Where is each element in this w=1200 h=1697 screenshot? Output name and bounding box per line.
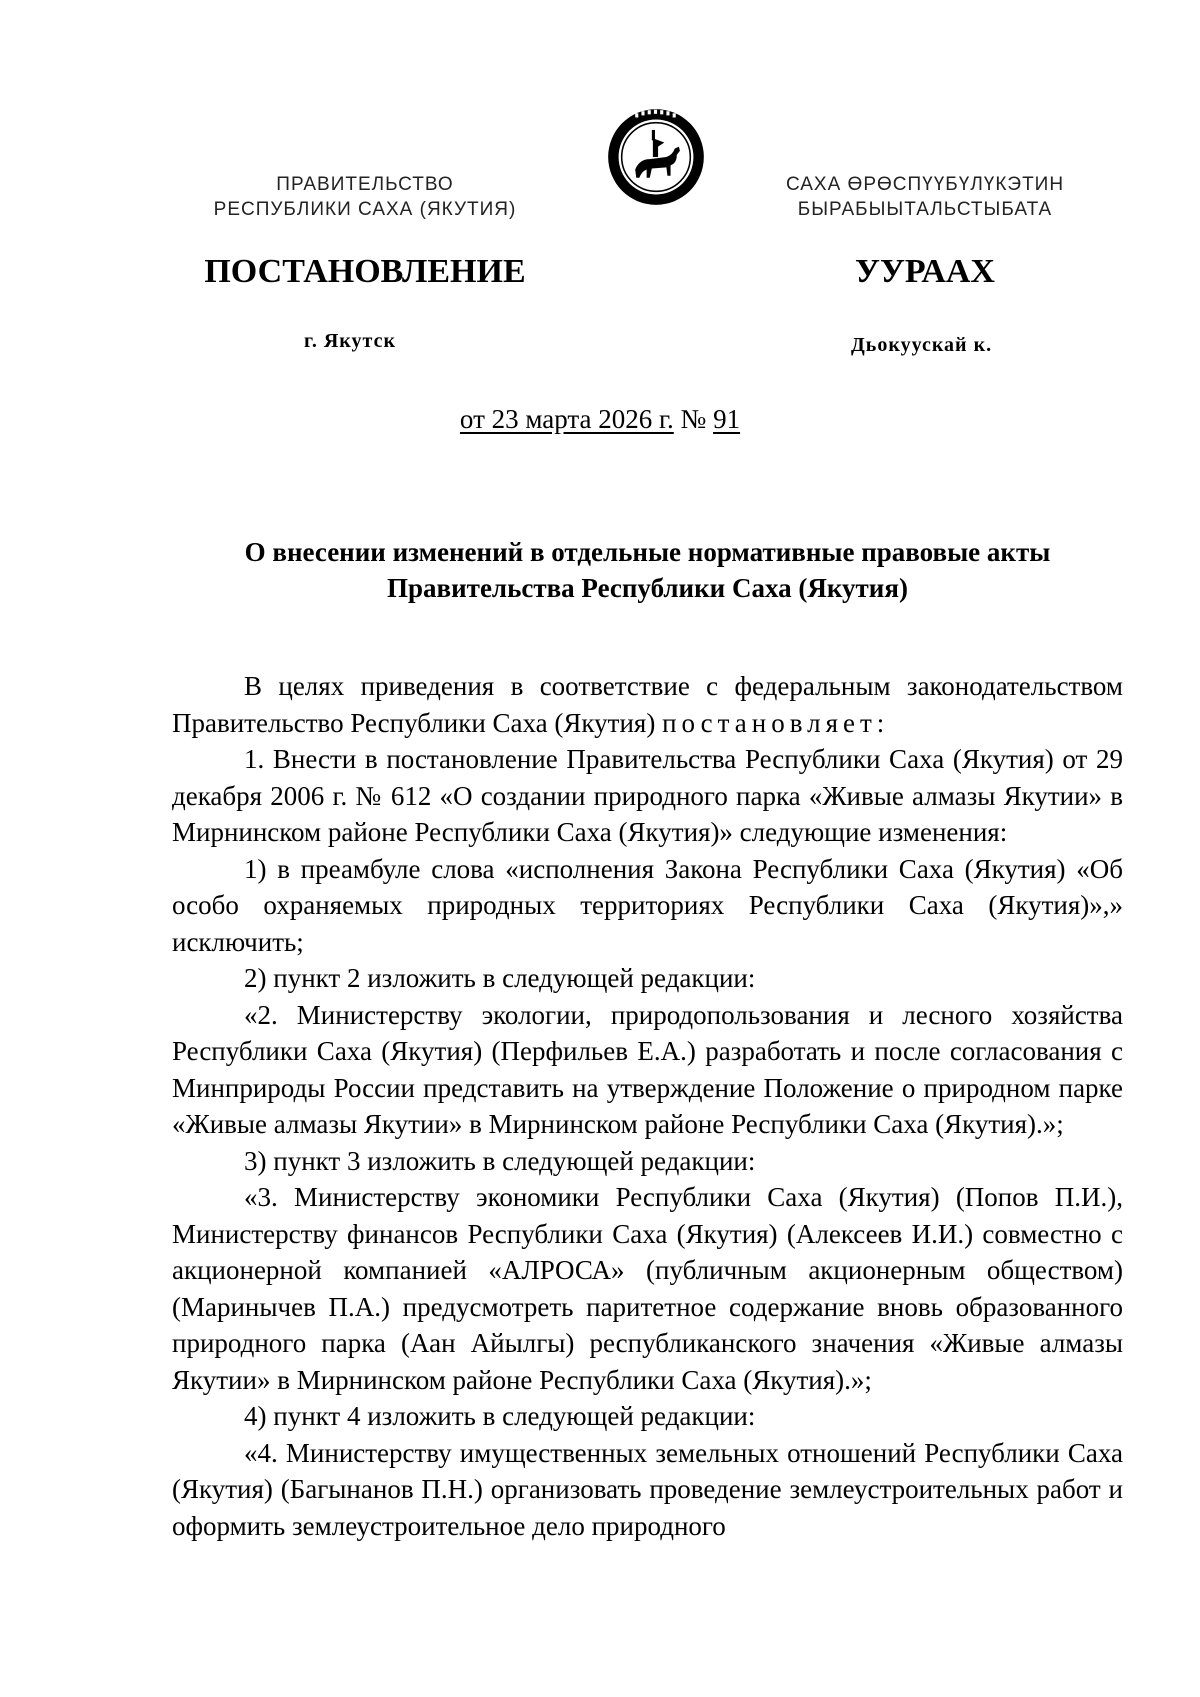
preamble-text: В целях приведения в соответствие с федеральным законодательством Правительство Республики Саха (Якутия) (172, 671, 1123, 738)
title-line-2: Правительства Республики Саха (Якутия) (387, 573, 908, 603)
paragraph-1-3: 3) пункт 3 изложить в следующей редакции: (244, 1145, 756, 1176)
city-russian: г. Якутск (304, 330, 396, 352)
issuer-name-russian (170, 172, 560, 222)
document-title (170, 534, 1125, 606)
issuer-line-1-yakut: САХА ӨРӨСПҮҮБҮЛҮКЭТИН (785, 174, 1065, 195)
doctype-yakut: УУРААХ (855, 253, 995, 290)
paragraph-1-3-text: «3. Министерству экономики Республики Саха (Якутия) (Попов П.И.), Министерству финансов Республики Саха (Якутия) (Алексеев И.И.) совместно с акционерной компанией «АЛРОСА» (публичным акционерным обществом) (Маринычев П.А.) предусмотреть паритетное содержание вновь образованного природного парка (Аан Айылгы) республиканского значения «Живые алмазы Якутии» в Мирнинском районе Республики Саха (Якутия).»; (172, 1182, 1123, 1395)
issuer-name-yakut (730, 172, 1120, 222)
paragraph-1-4-text: «4. Министерству имущественных земельных отношений Республики Саха (Якутия) (Багынанов П.Н.) организовать проведение землеустроительных работ и оформить землеустроительное дело природного (172, 1437, 1123, 1541)
paragraph-1: 1. Внести в постановление Правительства Республики Саха (Якутия) от 29 декабря 2006 г. № 612 «О создании природного парка «Живые алмазы Якутии» в Мирнинском районе Республики Саха (Якутия)» следующие изменения: (172, 744, 1123, 847)
city-yakut: Дьокуускай к. (851, 334, 993, 356)
issuer-line-2-yakut: БЫРАБЫЫТАЛЬСТЫБАТА (797, 199, 1053, 220)
document-number: 91 (713, 404, 741, 434)
paragraph-1-1: 1) в преамбуле слова «исполнения Закона Республики Саха (Якутия) «Об особо охраняемых природных территориях Республики Саха (Якутия)»,» исключить; (172, 853, 1123, 957)
paragraph-preamble (172, 668, 1123, 741)
paragraph-1-2-text: «2. Министерству экологии, природопользования и лесного хозяйства Республики Саха (Якутия) (Перфильев Е.А.) разработать и после согласования с Минприроды России представить на утверждение Положение о природном парке «Живые алмазы Якутии» в Мирнинском районе Республики Саха (Якутия).»; (172, 999, 1123, 1139)
document-date: от 23 марта 2026 г. (459, 404, 674, 434)
preamble-resolves: постановляет: (662, 707, 890, 738)
coat-of-arms-emblem-icon (604, 105, 708, 209)
paragraph-1-4: 4) пункт 4 изложить в следующей редакции: (244, 1401, 756, 1431)
document-body (172, 668, 1123, 1544)
number-label: № (680, 404, 707, 434)
paragraph-1-2: 2) пункт 2 изложить в следующей редакции: (244, 963, 756, 993)
date-and-number (0, 404, 1200, 435)
doctype-russian: ПОСТАНОВЛЕНИЕ (204, 253, 526, 290)
title-line-1: О внесении изменений в отдельные нормативные правовые акты (244, 537, 1051, 567)
issuer-line-2: РЕСПУБЛИКИ САХА (ЯКУТИЯ) (213, 199, 517, 220)
issuer-line-1: ПРАВИТЕЛЬСТВО (276, 174, 454, 195)
